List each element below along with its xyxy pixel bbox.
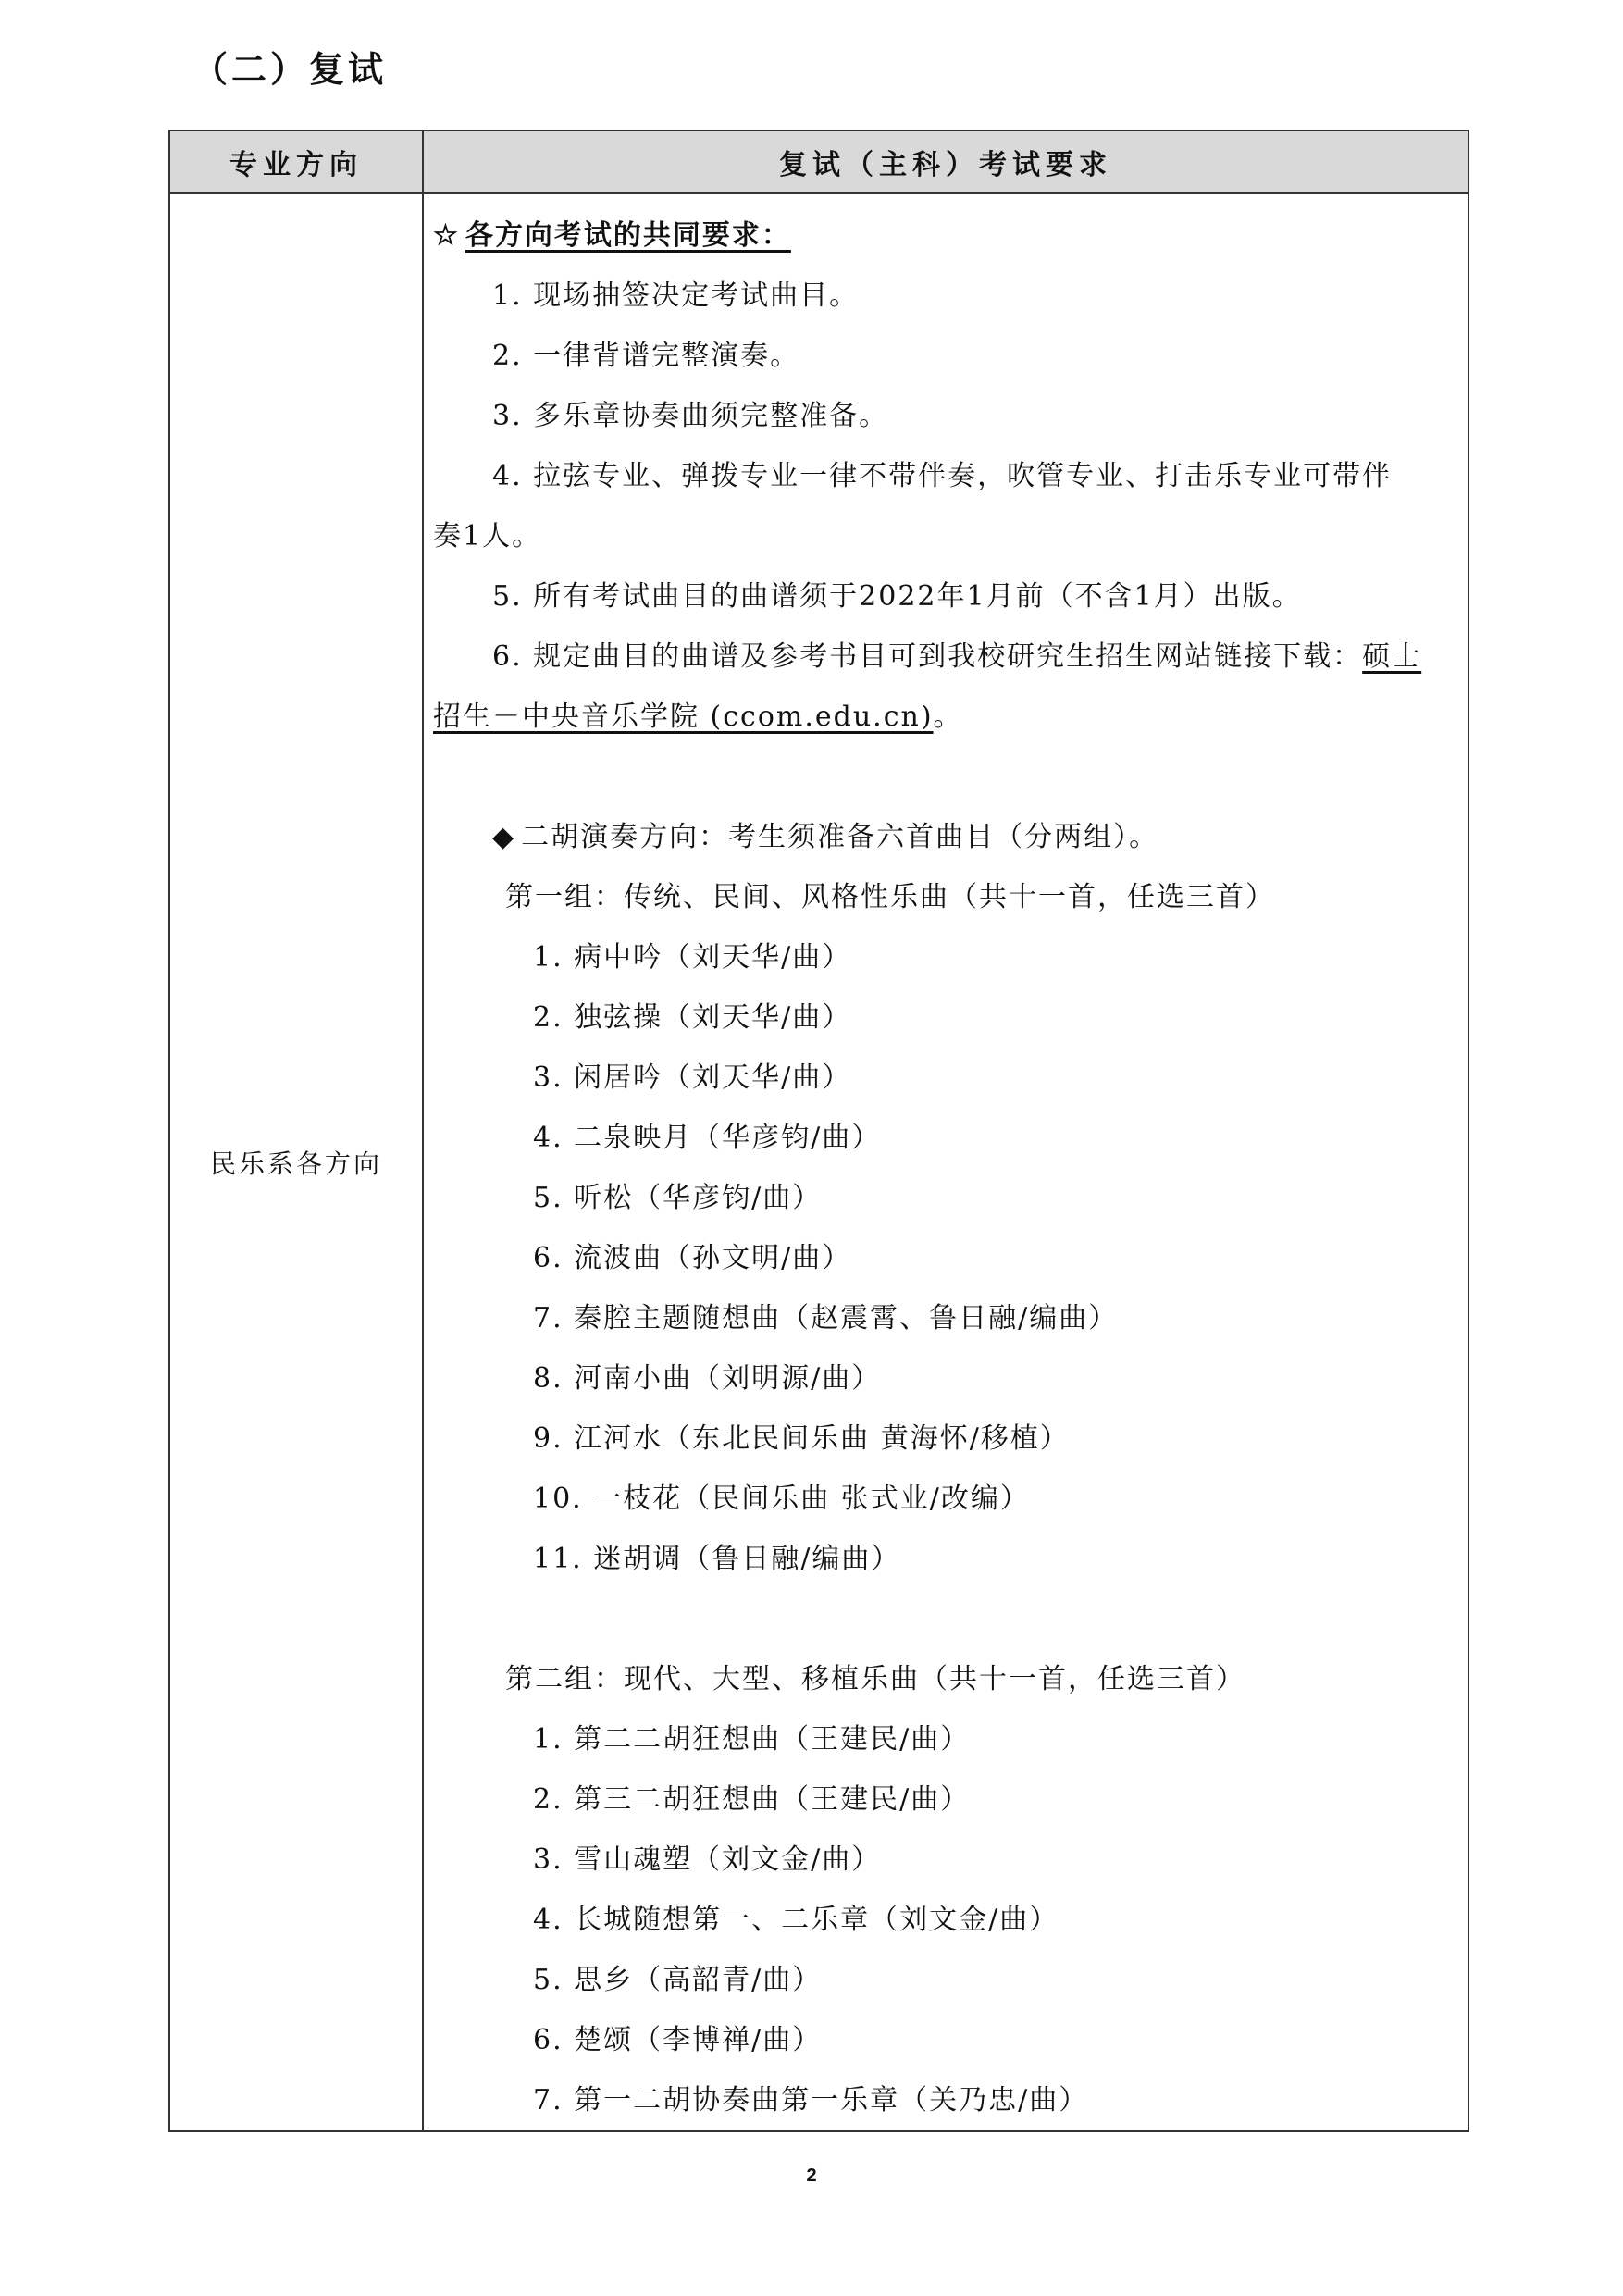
group1-title: 第一组：传统、民间、风格性乐曲（共十一首，任选三首） (505, 881, 1275, 913)
common-item: 2. 一律背谱完整演奏。 (492, 340, 800, 372)
table-row (169, 193, 1468, 2131)
list-item: 4. 长城随想第一、二乐章（刘文金/曲） (533, 1904, 1059, 1936)
requirements-content (424, 194, 1468, 2130)
list-item: 10. 一枝花（民间乐曲 张式业/改编） (533, 1483, 1030, 1515)
group2-title: 第二组：现代、大型、移植乐曲（共十一首，任选三首） (505, 1663, 1245, 1695)
list-item: 6. 楚颂（李博禅/曲） (533, 2024, 823, 2056)
list-item: 4. 二泉映月（华彦钧/曲） (533, 1122, 882, 1154)
common-item: 6. 规定曲目的曲谱及参考书目可到我校研究生招生网站链接下载：硕士 (492, 640, 1422, 673)
common-item: 3. 多乐章协奏曲须完整准备。 (492, 400, 889, 432)
common-item: 1. 现场抽签决定考试曲目。 (492, 279, 860, 312)
diamond-bullet-icon: ◆ (492, 821, 516, 853)
list-item: 3. 闲居吟（刘天华/曲） (533, 1061, 852, 1094)
header-major-direction: 专业方向 (169, 130, 423, 193)
list-item: 3. 雪山魂塑（刘文金/曲） (533, 1843, 882, 1876)
common-item-continuation: 招生－中央音乐学院 (ccom.edu.cn)。 (433, 701, 963, 733)
list-item: 5. 听松（华彦钧/曲） (533, 1182, 823, 1214)
list-item: 2. 第三二胡狂想曲（王建民/曲） (533, 1783, 971, 1816)
list-item: 5. 思乡（高韶青/曲） (533, 1964, 823, 1996)
list-item: 8. 河南小曲（刘明源/曲） (533, 1362, 882, 1395)
common-requirements-heading: ☆ 各方向考试的共同要求： (433, 205, 1460, 266)
requirements-cell (423, 193, 1468, 2131)
list-item: 2. 独弦操（刘天华/曲） (533, 1001, 852, 1034)
list-item: 7. 秦腔主题随想曲（赵震霄、鲁日融/编曲） (533, 1302, 1119, 1334)
common-item: 5. 所有考试曲目的曲谱须于2022年1月前（不含1月）出版。 (492, 580, 1302, 613)
list-item: 7. 第一二胡协奏曲第一乐章（关乃忠/曲） (533, 2084, 1089, 2116)
department-cell: 民乐系各方向 (169, 193, 423, 2131)
list-item: 1. 病中吟（刘天华/曲） (533, 941, 852, 974)
header-exam-requirements: 复试（主科）考试要求 (423, 130, 1468, 193)
list-item: 6. 流波曲（孙文明/曲） (533, 1242, 852, 1274)
table-header-row (169, 130, 1468, 193)
section-title: （二）复试 (192, 48, 388, 90)
list-item: 11. 迷胡调（鲁日融/编曲） (533, 1543, 901, 1575)
list-item: 1. 第二二胡狂想曲（王建民/曲） (533, 1723, 971, 1756)
page-number: 2 (806, 2166, 817, 2186)
admissions-link-continued[interactable]: 招生－中央音乐学院 (ccom.edu.cn) (433, 701, 934, 733)
list-item: 9. 江河水（东北民间乐曲 黄海怀/移植） (533, 1422, 1070, 1455)
common-item: 4. 拉弦专业、弹拨专业一律不带伴奏，吹管专业、打击乐专业可带伴 (492, 460, 1393, 492)
star-icon: ☆ (433, 219, 460, 252)
common-item-continuation: 奏1人。 (433, 520, 542, 552)
requirements-table (168, 130, 1469, 2132)
admissions-link[interactable]: 硕士 (1362, 640, 1422, 673)
erhu-heading: ◆ 二胡演奏方向：考生须准备六首曲目（分两组）。 (433, 807, 1460, 867)
